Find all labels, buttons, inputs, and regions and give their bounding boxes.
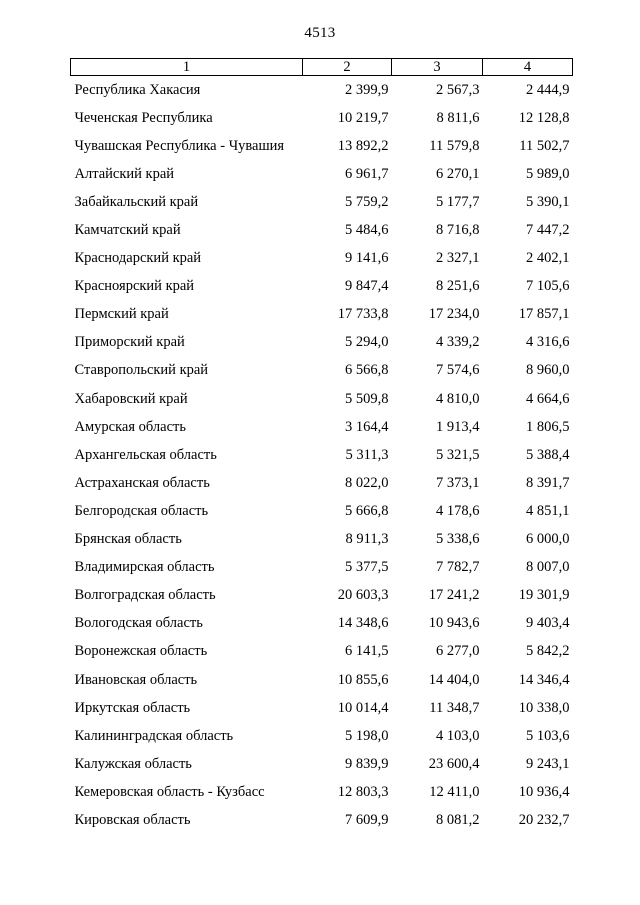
table-row xyxy=(71,301,573,329)
value-col-3: 17 234,0 xyxy=(428,306,480,323)
value-col-2: 6 141,5 xyxy=(345,643,389,660)
table-body xyxy=(71,76,573,835)
value-col-3: 4 178,6 xyxy=(436,502,480,519)
value-col-3: 5 321,5 xyxy=(436,446,480,463)
value-col-2: 5 509,8 xyxy=(345,390,389,407)
value-col-2: 13 892,2 xyxy=(337,137,389,154)
table-row xyxy=(71,385,573,413)
value-col-2: 3 164,4 xyxy=(345,418,389,435)
value-col-2: 5 311,3 xyxy=(345,446,389,463)
table-row xyxy=(71,273,573,301)
region-name: Амурская область xyxy=(74,418,186,435)
value-col-3: 4 103,0 xyxy=(436,727,480,744)
value-col-2: 14 348,6 xyxy=(337,615,389,632)
table-row xyxy=(71,638,573,666)
value-col-3: 6 277,0 xyxy=(436,643,480,660)
region-name: Кемеровская область - Кузбасс xyxy=(74,783,265,800)
value-col-2: 10 855,6 xyxy=(337,671,389,688)
table-row xyxy=(71,76,573,105)
value-col-4: 5 388,4 xyxy=(526,446,570,463)
value-col-2: 5 759,2 xyxy=(345,193,389,210)
value-col-4: 4 851,1 xyxy=(526,502,570,519)
value-col-4: 7 105,6 xyxy=(526,278,570,295)
table-row xyxy=(71,104,573,132)
header-col-3: 3 xyxy=(392,59,483,76)
value-col-2: 5 666,8 xyxy=(345,502,389,519)
table-row xyxy=(71,160,573,188)
value-col-3: 5 177,7 xyxy=(436,193,480,210)
value-col-3: 8 811,6 xyxy=(436,109,480,126)
value-col-2: 5 198,0 xyxy=(345,727,389,744)
region-name: Белгородская область xyxy=(74,502,209,519)
value-col-2: 6 961,7 xyxy=(345,165,389,182)
value-col-4: 9 403,4 xyxy=(526,615,570,632)
value-col-4: 11 502,7 xyxy=(519,137,570,154)
value-col-3: 12 411,0 xyxy=(429,783,480,800)
region-name: Кировская область xyxy=(74,811,191,828)
table-row xyxy=(71,132,573,160)
value-col-2: 7 609,9 xyxy=(345,811,389,828)
region-name: Иркутская область xyxy=(74,699,191,716)
value-col-4: 17 857,1 xyxy=(518,306,570,323)
region-name: Архангельская область xyxy=(74,446,217,463)
value-col-4: 5 989,0 xyxy=(526,165,570,182)
region-name: Чувашская Республика - Чувашия xyxy=(74,137,285,154)
table-row xyxy=(71,694,573,722)
value-col-3: 8 716,8 xyxy=(436,222,480,239)
region-name: Ставропольский край xyxy=(74,362,209,379)
value-col-2: 9 847,4 xyxy=(345,278,389,295)
value-col-3: 7 782,7 xyxy=(436,559,480,576)
value-col-3: 17 241,2 xyxy=(428,587,480,604)
value-col-3: 2 567,3 xyxy=(436,81,480,98)
table-row xyxy=(71,441,573,469)
region-name: Калининградская область xyxy=(74,727,234,744)
header-col-1: 1 xyxy=(71,59,303,76)
value-col-2: 10 014,4 xyxy=(337,699,389,716)
value-col-4: 12 128,8 xyxy=(518,109,570,126)
region-name: Вологодская область xyxy=(74,615,203,632)
value-col-4: 2 444,9 xyxy=(526,81,570,98)
value-col-2: 9 839,9 xyxy=(345,755,389,772)
value-col-2: 8 022,0 xyxy=(345,474,389,491)
value-col-4: 10 338,0 xyxy=(518,699,570,716)
region-name: Калужская область xyxy=(74,755,192,772)
region-name: Волгоградская область xyxy=(74,587,216,604)
value-col-3: 11 348,7 xyxy=(429,699,480,716)
table-row xyxy=(71,329,573,357)
value-col-2: 5 484,6 xyxy=(345,222,389,239)
value-col-4: 5 103,6 xyxy=(526,727,570,744)
header-col-2: 2 xyxy=(303,59,392,76)
value-col-3: 8 251,6 xyxy=(436,278,480,295)
value-col-2: 12 803,3 xyxy=(337,783,389,800)
region-name: Воронежская область xyxy=(74,643,208,660)
value-col-4: 8 391,7 xyxy=(526,474,570,491)
value-col-3: 1 913,4 xyxy=(436,418,480,435)
value-col-3: 6 270,1 xyxy=(436,165,480,182)
region-name: Ивановская область xyxy=(74,671,198,688)
region-name: Забайкальский край xyxy=(74,193,199,210)
region-name: Астраханская область xyxy=(74,474,210,491)
value-col-2: 8 911,3 xyxy=(345,531,389,548)
value-col-4: 19 301,9 xyxy=(518,587,570,604)
value-col-2: 20 603,3 xyxy=(337,587,389,604)
region-name: Пермский край xyxy=(74,306,169,323)
value-col-4: 10 936,4 xyxy=(518,783,570,800)
region-name: Краснодарский край xyxy=(74,250,202,267)
table-row xyxy=(71,666,573,694)
value-col-3: 5 338,6 xyxy=(436,531,480,548)
table-row xyxy=(71,526,573,554)
value-col-4: 20 232,7 xyxy=(518,811,570,828)
table-row xyxy=(71,750,573,778)
value-col-3: 11 579,8 xyxy=(429,137,480,154)
value-col-2: 5 377,5 xyxy=(345,559,389,576)
header-row xyxy=(71,59,573,76)
value-col-3: 14 404,0 xyxy=(428,671,480,688)
table-row xyxy=(71,188,573,216)
budget-table xyxy=(70,58,573,835)
header-col-4: 4 xyxy=(483,59,573,76)
value-col-4: 5 390,1 xyxy=(526,193,570,210)
region-name: Республика Хакасия xyxy=(74,81,201,98)
value-col-4: 4 316,6 xyxy=(526,334,570,351)
region-name: Чеченская Республика xyxy=(74,109,213,126)
value-col-2: 2 399,9 xyxy=(345,81,389,98)
value-col-3: 23 600,4 xyxy=(428,755,480,772)
value-col-3: 7 373,1 xyxy=(436,474,480,491)
region-name: Приморский край xyxy=(74,334,185,351)
table-row xyxy=(71,245,573,273)
value-col-3: 10 943,6 xyxy=(428,615,480,632)
value-col-2: 5 294,0 xyxy=(345,334,389,351)
value-col-2: 6 566,8 xyxy=(345,362,389,379)
value-col-4: 8 007,0 xyxy=(526,559,570,576)
table-row xyxy=(71,216,573,244)
value-col-4: 7 447,2 xyxy=(526,222,570,239)
value-col-2: 17 733,8 xyxy=(337,306,389,323)
table-row xyxy=(71,806,573,834)
value-col-4: 8 960,0 xyxy=(526,362,570,379)
region-name: Камчатский край xyxy=(74,222,181,239)
region-name: Владимирская область xyxy=(74,559,215,576)
value-col-4: 6 000,0 xyxy=(526,531,570,548)
value-col-2: 9 141,6 xyxy=(345,250,389,267)
region-name: Брянская область xyxy=(74,531,182,548)
value-col-3: 8 081,2 xyxy=(436,811,480,828)
table-row xyxy=(71,413,573,441)
value-col-4: 9 243,1 xyxy=(526,755,570,772)
table-row xyxy=(71,469,573,497)
region-name: Хабаровский край xyxy=(74,390,188,407)
table-row xyxy=(71,497,573,525)
table-row xyxy=(71,357,573,385)
table-row xyxy=(71,610,573,638)
table-row xyxy=(71,722,573,750)
value-col-4: 5 842,2 xyxy=(526,643,570,660)
value-col-2: 10 219,7 xyxy=(337,109,389,126)
table-header xyxy=(71,59,573,76)
table-row xyxy=(71,554,573,582)
value-col-4: 2 402,1 xyxy=(526,250,570,267)
region-name: Красноярский край xyxy=(74,278,195,295)
value-col-3: 2 327,1 xyxy=(436,250,480,267)
value-col-3: 4 339,2 xyxy=(436,334,480,351)
region-name: Алтайский край xyxy=(74,165,175,182)
page-number: 4513 xyxy=(304,25,336,41)
value-col-3: 4 810,0 xyxy=(436,390,480,407)
table-row xyxy=(71,582,573,610)
value-col-4: 1 806,5 xyxy=(526,418,570,435)
table-row xyxy=(71,778,573,806)
value-col-4: 14 346,4 xyxy=(518,671,570,688)
value-col-4: 4 664,6 xyxy=(526,390,570,407)
value-col-3: 7 574,6 xyxy=(436,362,480,379)
